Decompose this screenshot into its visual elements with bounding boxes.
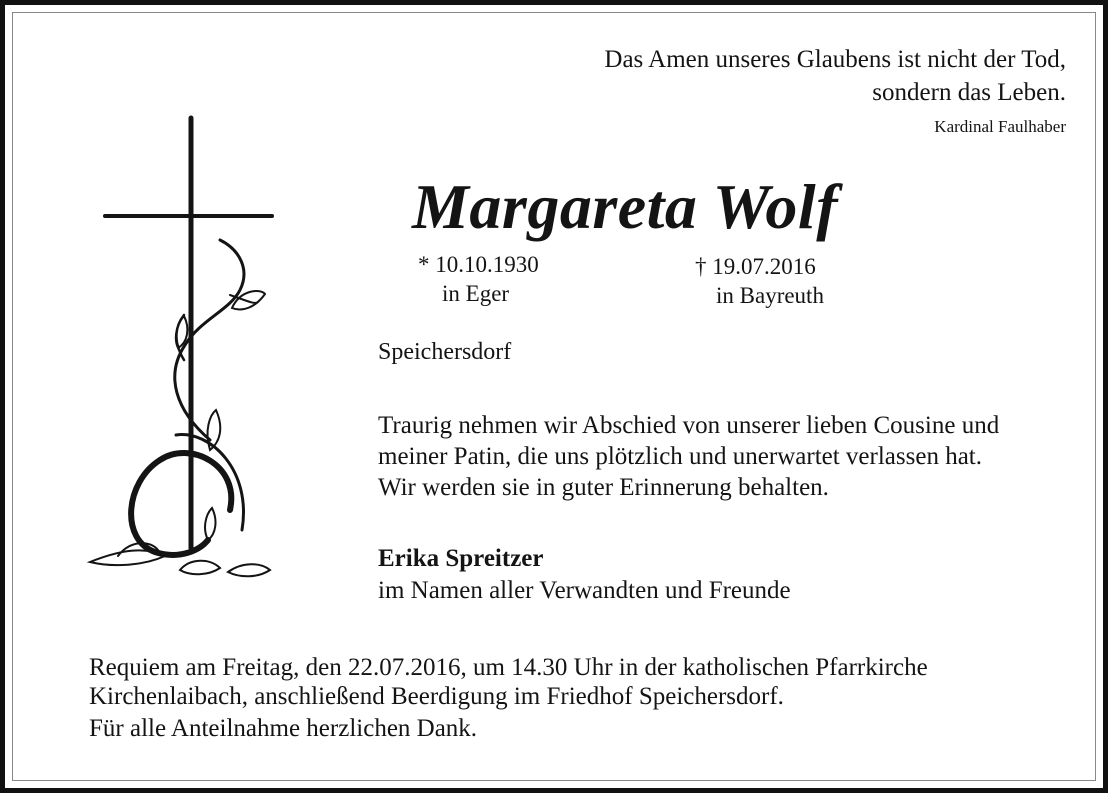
birth-date: * 10.10.1930 (418, 252, 539, 277)
message-line: Wir werden sie in guter Erinnerung behalten. (378, 474, 829, 501)
message-line: Traurig nehmen wir Abschied von unserer lieben Cousine und (378, 412, 1000, 439)
signer-subtitle: im Namen aller Verwandten und Freunde (378, 577, 791, 604)
quote-line-1: Das Amen unseres Glaubens ist nicht der Tod, (604, 46, 1066, 73)
quote-line-2: sondern das Leben. (872, 79, 1066, 106)
death-date: † 19.07.2016 (695, 254, 816, 279)
residence: Speichersdorf (378, 339, 512, 365)
message-line: meiner Patin, die uns plötzlich und unerwartet verlassen hat. (378, 443, 982, 470)
signer-name: Erika Spreitzer (378, 545, 544, 572)
quote-author: Kardinal Faulhaber (934, 117, 1066, 136)
footer-line: Requiem am Freitag, den 22.07.2016, um 14.30 Uhr in der katholischen Pfarrkirche (89, 654, 928, 681)
footer-line: Für alle Anteilnahme herzlichen Dank. (89, 715, 478, 742)
footer-line: Kirchenlaibach, anschließend Beerdigung im Friedhof Speichersdorf. (89, 683, 784, 710)
deceased-name: Margareta Wolf (412, 171, 838, 242)
cross-with-vine-icon (80, 110, 280, 590)
death-place: in Bayreuth (716, 283, 824, 308)
birth-place: in Eger (442, 281, 510, 306)
